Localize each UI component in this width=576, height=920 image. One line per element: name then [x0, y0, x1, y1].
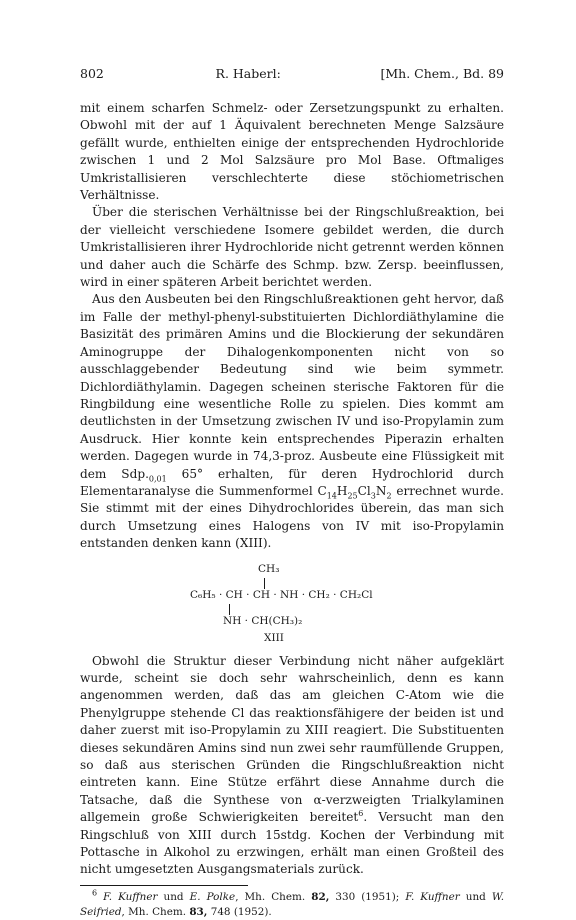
formula-label: XIII: [264, 631, 284, 644]
paragraph-3-text: Aus den Ausbeuten bei den Ringschlußreaktionen geht hervor, daß im Falle der methyl-phenyl-substituierten Dichlordiäthylamine die Basizität des primären Amins und die Blockierung der sekundären Aminogruppe der Dihalogenkomponenten nicht von so ausschlaggebender Bedeutung sind wie beim symmetr. Dichlordiäthylamin. Dagegen scheinen sterische Faktoren für die Ringbildung eine wesentliche Rolle zu spielen. Dies kommt am deutlichsten in der Umsetzung zwischen IV und iso-Propylamin zum Ausdruck. Hier konnte kein entsprechendes Piperazin erhalten werden. Dagegen wurde in 74,3-proz. Ausbeute eine Flüssigkeit mit dem: [80, 292, 504, 481]
paragraph-3: Aus den Ausbeuten bei den Ringschlußreaktionen geht hervor, daß im Falle der methyl-phenyl-substituierten Dichlordiäthylamine die Basizität des primären Amins und die Blockierung der sekundären Aminogruppe der Dihalogenkomponenten nicht von so ausschlaggebender Bedeutung sind wie beim symmetr. Dichlordiäthylamin. Dagegen scheinen sterische Faktoren für die Ringbildung eine wesentliche Rolle zu spielen. Dies kommt am deutlichsten in der Umsetzung zwischen IV und iso-Propylamin zum Ausdruck. Hier konnte kein entsprechendes Piperazin erhalten werden. Dagegen wurde in 74,3-proz. Ausbeute eine Flüssigkeit mit dem $Sdp._{0,01}$ 65° erhalten, für deren Hydrochlorid durch Elementaranalyse die Summenformel $C_{14}H_{25}Cl_3N_2$ errechnet wurde. Sie stimmt mit der eines Dihydrochlorides überein, das man sich durch Umsetzung eines Halogens von IV mit iso-Propylamin entstanden denken kann (XIII).: [80, 292, 504, 551]
formula-main-chain: C₆H₅ · CH · CH · NH · CH₂ · CH₂Cl: [190, 588, 373, 601]
formula-substituent: NH · CH(CH₃)₂: [223, 614, 303, 627]
body-text: [80, 100, 504, 879]
paragraph-4: Obwohl die Struktur dieser Verbindung nicht näher aufgeklärt wurde, scheint sie doch sehr wahrscheinlich, denn es kann angenommen werden, daß das am gleichen C-Atom wie die Phenylgruppe stehende Cl das reaktionsfähigere der beiden ist und daher zuerst mit iso-Propylamin zu XIII reagiert. Die Substituenten dieses sekundären Amins sind nun zwei sehr raumfüllende Gruppen, so daß aus sterischen Gründen die Ringschlußreaktion nicht eintreten kann. Eine Stütze erfährt diese Annahme durch die Tatsache, daß die Synthese von α-verzweigten Trialkylaminen allgemein große Schwierigkeiten bereitet$^6$. Versucht man den Ringschluß von XIII durch 15stdg. Kochen der Verbindung mit Pottasche in Alkohol zu erzwingen, erhält man einen Großteil des nicht umgesetzten Ausgangsmaterials zurück.: [80, 653, 504, 877]
formula-bond-up: [264, 578, 265, 589]
footnote: $^6$ F. Kuffner und E. Polke, Mh. Chem. 82, 330 (1951); F. Kuffner und W. Seifried, Mh. Chem. 83, 748 (1952).: [80, 888, 505, 918]
structural-formula-xiii: [80, 559, 504, 649]
running-head: R. Haberl:: [215, 66, 281, 81]
footnote-number: 6: [92, 888, 98, 898]
page: [80, 66, 504, 920]
page-number: 802: [80, 66, 104, 81]
paragraph-2: Über die sterischen Verhältnisse bei der Ringschlußreaktion, bei der vielleicht verschiedene Isomere gebildet werden, die durch Umkristallisieren ihrer Hydrochloride nicht getrennt werden können und daher auch die Schärfe des Schmp. bzw. Zersp. beeinflussen, wird in einer späteren Arbeit berichtet werden.: [80, 205, 504, 290]
formula-bond-down: [229, 604, 230, 615]
footnote-divider: [80, 885, 248, 886]
formula-methyl-group: CH₃: [258, 562, 280, 575]
journal-reference: [Mh. Chem., Bd. 89: [380, 66, 504, 81]
footnote-reference: 6: [358, 809, 364, 819]
page-header: [80, 66, 504, 86]
paragraph-1: mit einem scharfen Schmelz- oder Zersetzungspunkt zu erhalten. Obwohl mit der auf 1 Äquivalent berechneten Menge Salzsäure gefällt wurde, enthielten einige der entsprechenden Hydrochloride zwischen 1 und 2 Mol Salzsäure pro Mol Base. Oftmaliges Umkristallisieren verschlechterte diese stöchiometrischen Verhältnisse.: [80, 101, 504, 203]
